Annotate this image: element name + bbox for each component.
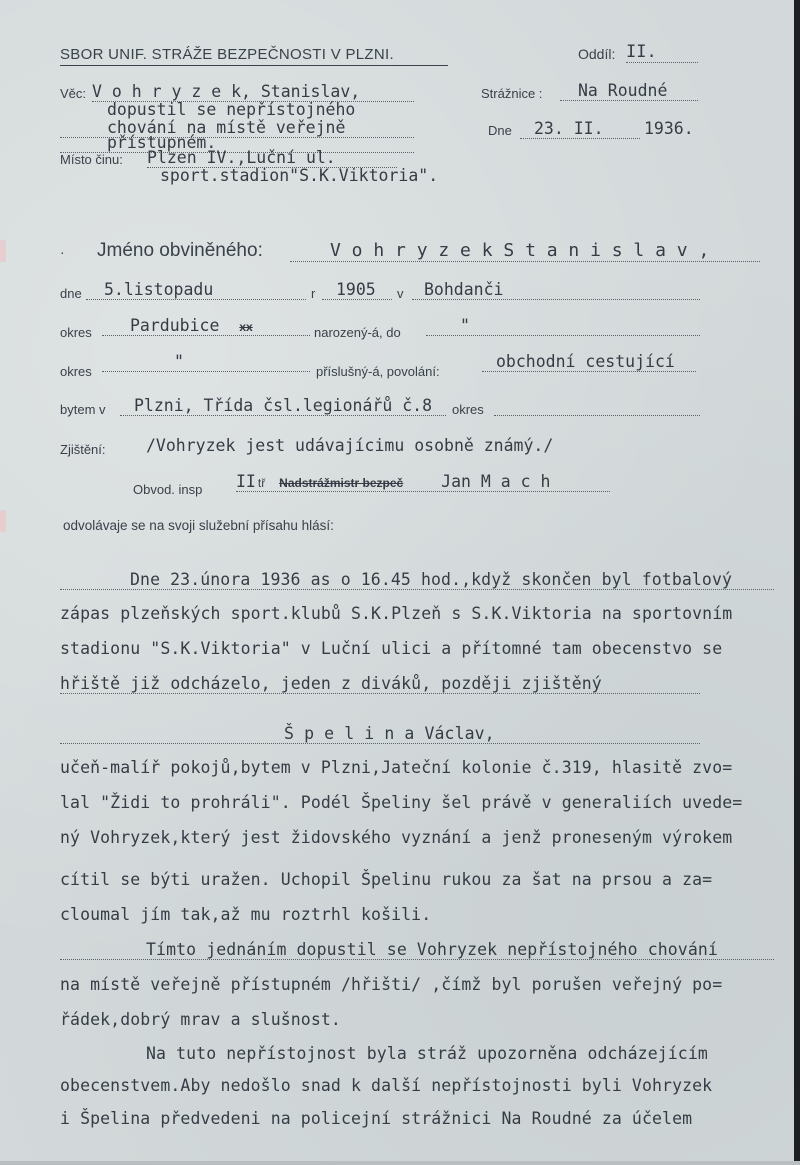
date-label: Dne (488, 123, 512, 138)
report-line-1: Dne 23.února 1936 as o 16.45 hod.,když skončen byl fotbalový (60, 570, 774, 590)
oath-line: odvolávaje se na svoji služební přísahu hlásí: (63, 518, 334, 533)
report-line-7: lal "Židi to prohráli". Podél Špeliny šel právě v generaliích uvede= (60, 793, 743, 812)
left-edge-mark (0, 240, 6, 262)
subject-line-4: přístupném. (60, 133, 414, 153)
report-line-15: obecenstvem.Aby nedošlo snad k další nepřístojnosti byli Vohryzek (60, 1076, 713, 1095)
birth-place-label: v (397, 286, 404, 301)
finding-label: Zjištění: (60, 442, 106, 457)
finding-value: /Vohryzek jest udávajícimu osobně známý./ (146, 436, 554, 455)
station-value: Na Roudné (560, 81, 698, 101)
subject-line-1: V o h r y z e k, Stanislav, (92, 82, 414, 102)
subject-label: Věc: (60, 86, 87, 101)
report-line-9: cítil se býti uražen. Uchopil Špelinu rukou za šat na prsou a za= (60, 870, 713, 889)
report-line-10: cloumal jím tak,až mu roztrhl košili. (60, 905, 432, 924)
accused-name-label: Jméno obviněného: (97, 240, 263, 261)
district-label: okres (60, 325, 92, 340)
officer-class: tř (257, 476, 266, 490)
residence-label: bytem v (60, 402, 106, 417)
report-line-8: ný Vohryzek,který jest židovského vyznání a jenž proneseným výrokem (60, 828, 733, 847)
officer-name: Jan M a c h (441, 472, 551, 491)
date-year: 1936. (644, 119, 694, 138)
report-line-4: hřiště již odcházelo, jeden z diváků, později zjištěný (60, 674, 700, 694)
birth-place-value: Bohdanči (412, 280, 700, 300)
belongs-label: příslušný-á, povolání: (316, 364, 440, 379)
officer-rank: II (236, 472, 256, 491)
accused-name-value: V o h r y z e k S t a n i s l a v , (290, 240, 760, 262)
place-label: Místo činu: (60, 152, 123, 167)
born-label-2: narozený-á, do (314, 325, 401, 340)
district2-label: okres (60, 364, 92, 379)
officer-label: Obvod. insp (133, 482, 203, 497)
occupation-value: obchodní cestující (482, 352, 696, 372)
birth-date-label: dne (60, 286, 82, 301)
birth-year-label: r (311, 286, 316, 301)
bullet-dot: · (60, 244, 65, 260)
unit-label: Oddíl: (578, 46, 616, 62)
place-line-1: Plzen IV.,Luční ul. (147, 148, 397, 168)
birth-year-value: 1905 (322, 280, 392, 300)
report-line-12: na místě veřejně přístupném /hřišti/ ,čímž byl porušen veřejný po= (60, 975, 723, 994)
birth-date-value: 5.listopadu (86, 280, 306, 300)
report-line-5: Š p e l i n a Václav, (60, 724, 700, 744)
district-value (102, 316, 310, 336)
report-line-13: řádek,dobrý mrav a slušnost. (60, 1010, 341, 1029)
date-value: 23. II. (520, 119, 640, 139)
residence-district-label: okres (452, 402, 484, 417)
residence-value: Plzni, Třída čsl.legionářů č.8 (120, 396, 446, 416)
scan-right-edge (794, 0, 800, 1165)
report-line-16: i Špelina předvedeni na policejní strážnici Na Roudné za účelem (60, 1109, 693, 1128)
residence-district-value (494, 398, 700, 416)
left-edge-mark (0, 510, 6, 532)
report-line-3: stadionu "S.K.Viktoria" v Luční ulici a přítomné tam obecenstvo se (60, 639, 723, 658)
place-line-2: sport.stadion"S.K.Viktoria". (160, 166, 439, 185)
station-label: Strážnice : (481, 86, 543, 101)
district-struck: xx (239, 320, 253, 334)
authority-heading: SBOR UNIF. STRÁŽE BEZPEČNOSTI V PLZNI. (60, 46, 448, 66)
district2-value: " (102, 352, 310, 372)
scan-bottom-edge (0, 1161, 800, 1165)
district-name: Pardubice (130, 316, 220, 335)
report-line-6: učeň-malíř pokojů,bytem v Plzni,Jateční kolonie č.319, hlasitě zvo= (60, 758, 733, 777)
subject-line-2: dopustil se nepřístojného (107, 100, 356, 119)
report-line-11: Tímto jednáním dopustil se Vohryzek nepřístojného chování (60, 940, 774, 960)
born-value-2: " (426, 316, 700, 336)
unit-value: II. (626, 42, 698, 63)
report-line-14: Na tuto nepřístojnost byla stráž upozorněna odcházejícím (146, 1044, 708, 1063)
report-line-2: zápas plzeňských sport.klubů S.K.Plzeň s S.K.Viktoria na sportovním (60, 604, 733, 623)
subject-line-3: chování na místě veřejně (60, 118, 414, 138)
officer-struck-title: Nadstrážmistr bezpeč (279, 476, 404, 490)
officer-line (236, 472, 610, 492)
